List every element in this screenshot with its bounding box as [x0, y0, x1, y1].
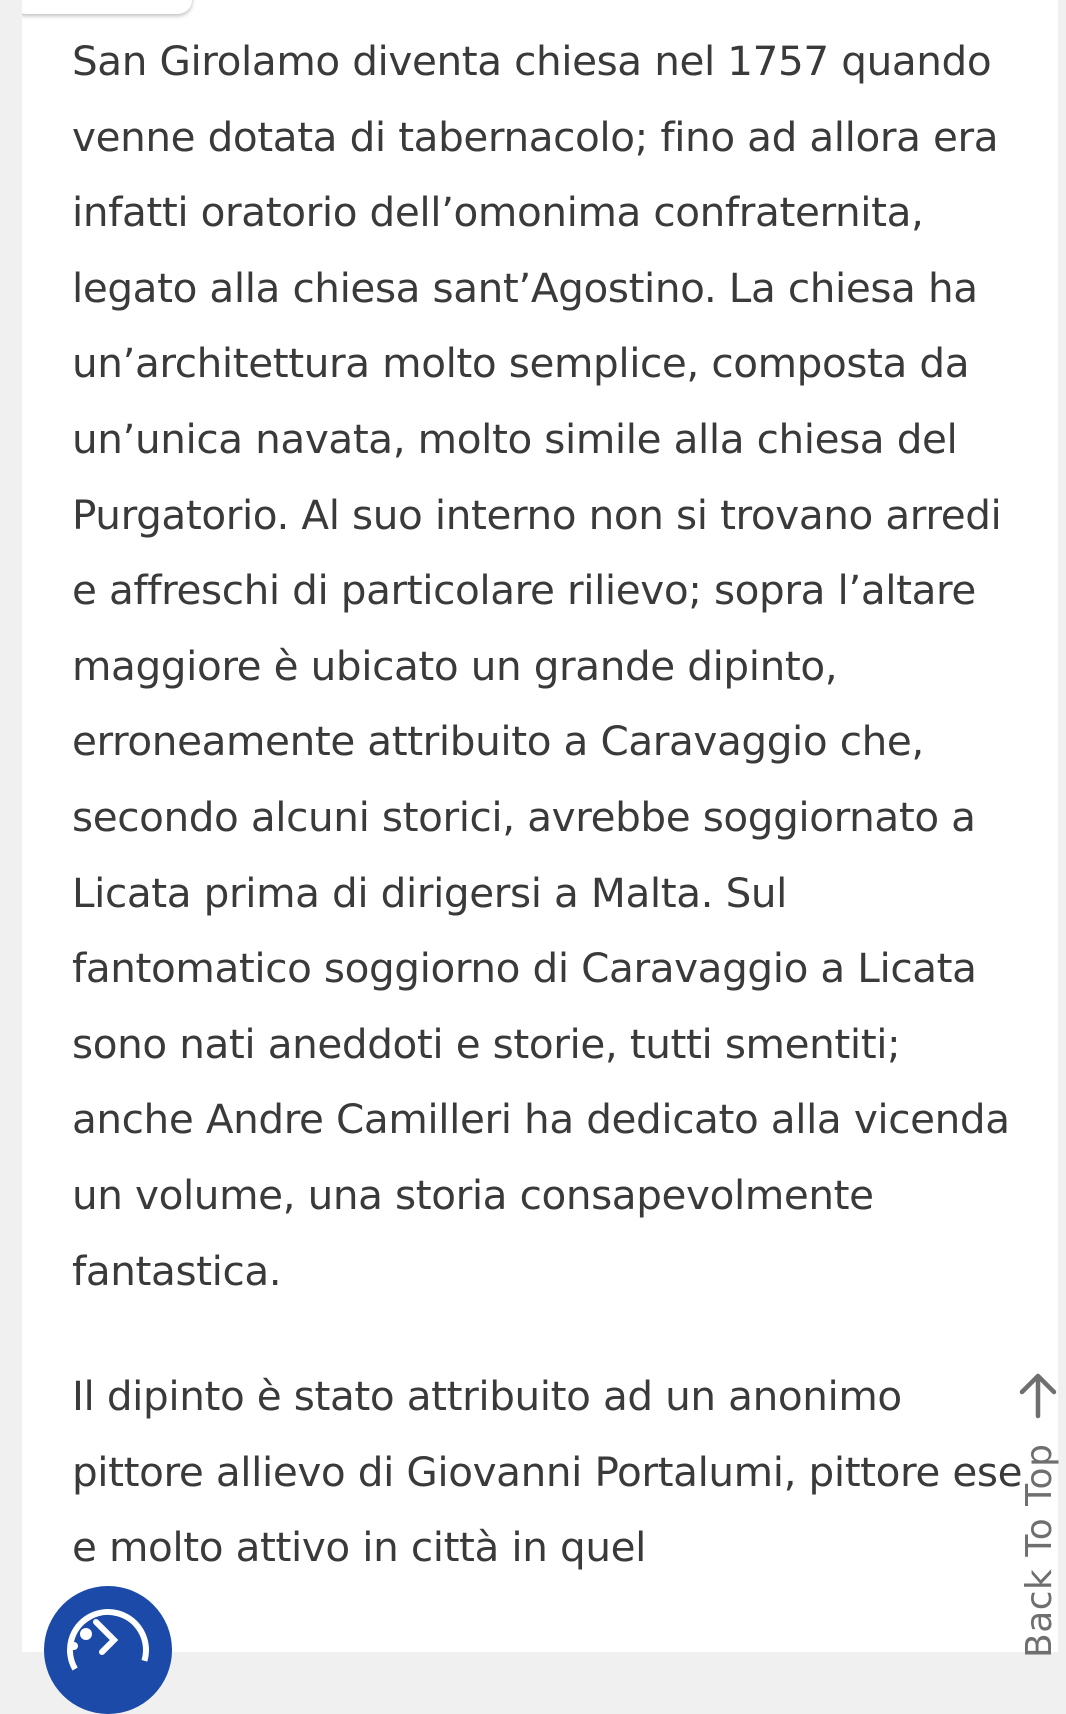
- accessibility-button[interactable]: [44, 1586, 172, 1714]
- accessibility-icon: [44, 1586, 172, 1714]
- back-to-top-label: Back To Top: [1019, 1443, 1060, 1658]
- page: [22, 0, 1058, 1652]
- article-paragraph: Il dipinto è stato attribuito ad un anonimo pittore allievo di Giovanni Portalumi, pittore ese e molto attivo in città in quel: [72, 1372, 1023, 1572]
- header-tab: [22, 0, 192, 14]
- arrow-up-icon: [1012, 1370, 1064, 1422]
- article-paragraph: San Girolamo diventa chiesa nel 1757 quando venne dotata di tabernacolo; fino ad allora era infatti oratorio dell’omonima confraternita, legato alla chiesa sant’Agostino. La chiesa ha un’architettura molto semplice, composta da un’unica navata, molto simile alla chiesa del Purgatorio. Al suo interno non si trovano arredi e affreschi di particolare rilievo; sopra l’altare maggiore è ubicato un grande dipinto, erroneamente attribuito a Caravaggio che, secondo alcuni storici, avrebbe soggiornato a Licata prima di dirigersi a Malta. Sul fantomatico soggiorno di Caravaggio a Licata sono nati aneddoti e storie, tutti smentiti; anche Andre Camilleri ha dedicato alla vicenda un volume, una storia consapevolmente fantastica.: [72, 37, 1010, 1295]
- article-body: [72, 24, 1032, 1586]
- back-to-top-button[interactable]: [1012, 1370, 1064, 1660]
